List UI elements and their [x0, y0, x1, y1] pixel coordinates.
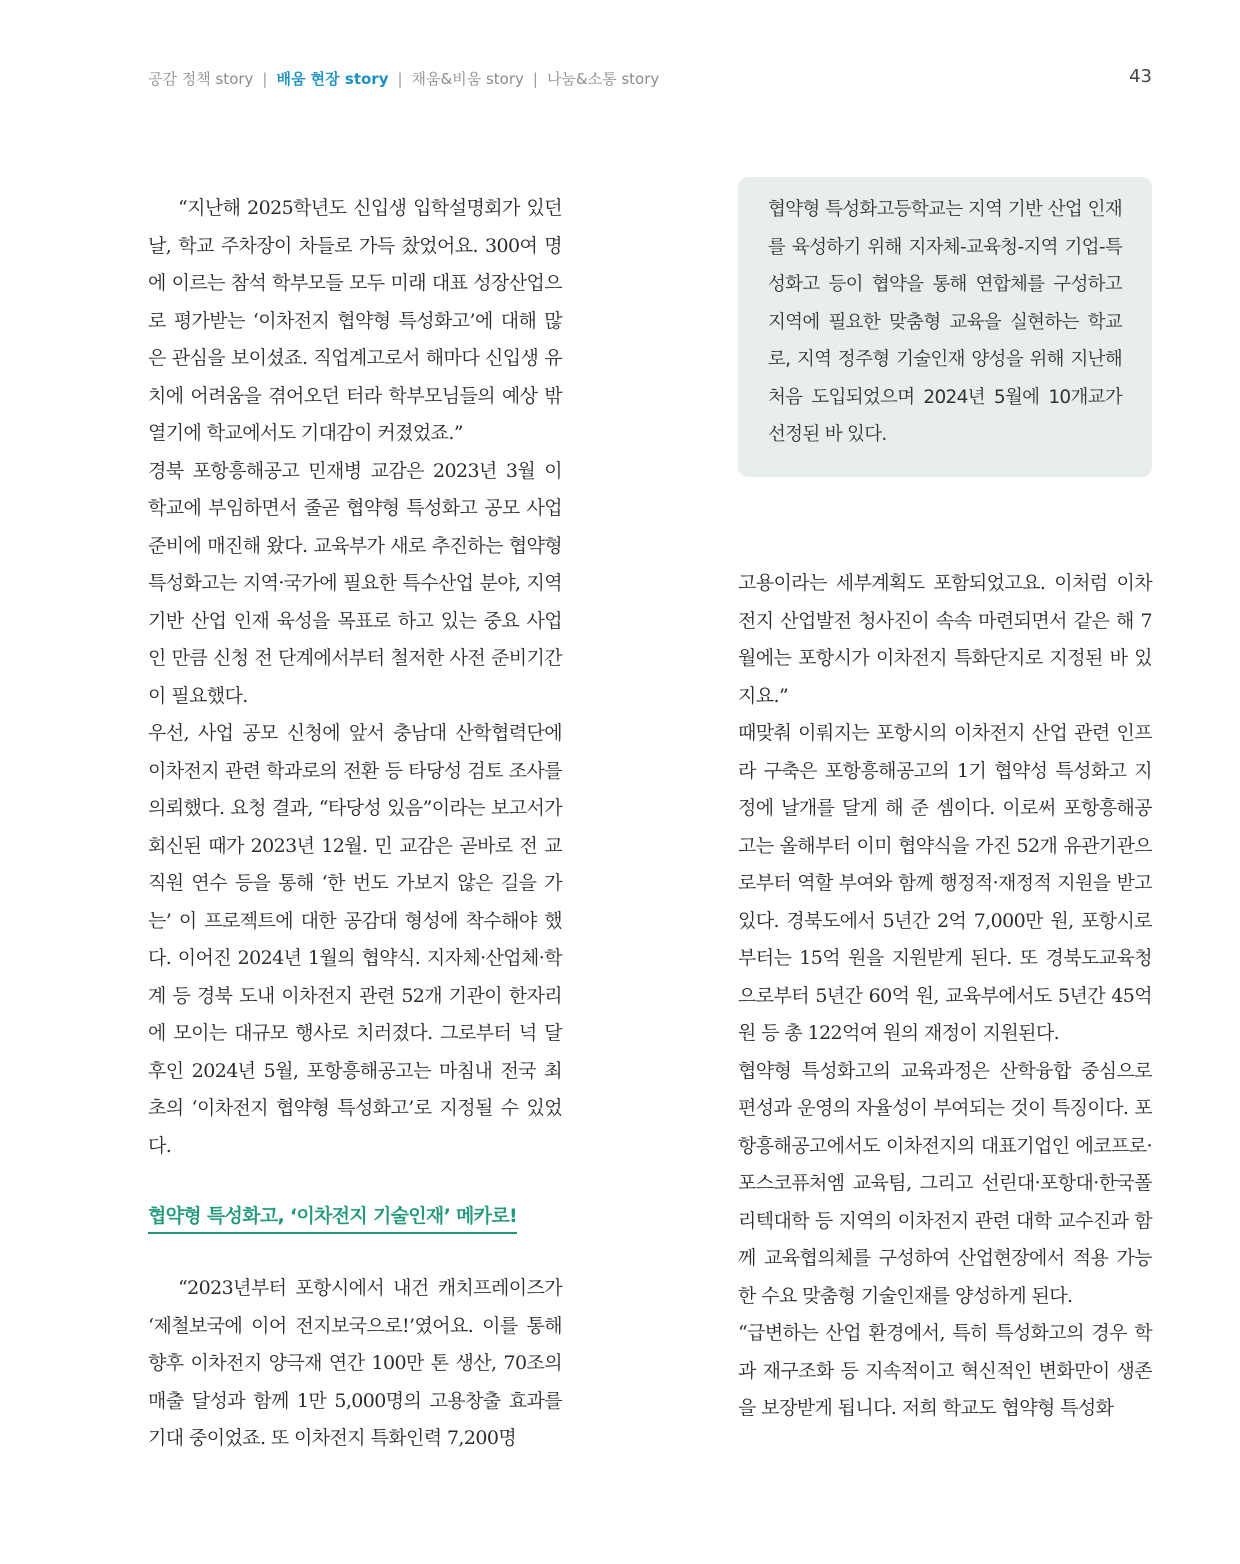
page-number: 43	[1129, 66, 1152, 87]
body-paragraph: 고용이라는 세부계획도 포함되었고요. 이처럼 이차전지 산업발전 청사진이 속속 마련되면서 같은 해 7월에는 포항시가 이차전지 특화단지로 지정된 바 있지요.”	[738, 572, 1152, 707]
callout-text: 협약형 특성화고등학교는 지역 기반 산업 인재를 육성하기 위해 지자체-교육청-지역 기업-특성화고 등이 협약을 통해 연합체를 구성하고 지역에 필요한 맞춤형 교육을 실현하는 학교로, 지역 정주형 기술인재 양성을 위해 지난해 처음 도입되었으며 2024년 5월에 10개교가 선정된 바 있다.	[768, 199, 1122, 445]
nav-separator: |	[532, 70, 538, 88]
body-paragraph: 우선, 사업 공모 신청에 앞서 충남대 산학협력단에 이차전지 관련 학과로의 전환 등 타당성 검토 조사를 의뢰했다. 요청 결과, “타당성 있음”이라는 보고서가 회신된 때가 2023년 12월. 민 교감은 곧바로 전 교직원 연수 등을 통해 ‘한 번도 가보지 않은 길을 가는’ 이 프로젝트에 대한 공감대 형성에 착수해야 했다. 이어진 2024년 1월의 협약식. 지자체·산업체·학계 등 경북 도내 이차전지 관련 52개 기관이 한자리에 모이는 대규모 행사로 치러졌다. 그로부터 넉 달 후인 2024년 5월, 포항흥해공고는 마침내 전국 최초의 ‘이차전지 협약형 특성화고’로 지정될 수 있었다.	[148, 722, 562, 1157]
quote-paragraph: “지난해 2025학년도 신입생 입학설명회가 있던 날, 학교 주차장이 차들로 가득 찼었어요. 300여 명에 이르는 참석 학부모들 모두 미래 대표 성장산업으로 평가받는 ‘이차전지 협약형 특성화고’에 대해 많은 관심을 보이셨죠. 직업계고로서 해마다 신입생 유치에 어려움을 겪어오던 터라 학부모님들의 예상 밖 열기에 학교에서도 기대감이 커졌었죠.”	[148, 197, 562, 444]
nav-item-field[interactable]: 배움 현장 story	[276, 70, 389, 88]
right-column	[738, 565, 1152, 1428]
left-column	[148, 190, 562, 1458]
nav-item-fill[interactable]: 채움&비움 story	[411, 70, 524, 88]
page-header	[148, 64, 1152, 94]
nav-item-policy[interactable]: 공감 정책 story	[148, 70, 254, 88]
body-paragraph: 때맞춰 이뤄지는 포항시의 이차전지 산업 관련 인프라 구축은 포항흥해공고의 1기 협약성 특성화고 지정에 날개를 달게 해 준 셈이다. 이로써 포항흥해공고는 올해부터 이미 협약식을 가진 52개 유관기관으로부터 역할 부여와 함께 행정적·재정적 지원을 받고 있다. 경북도에서 5년간 2억 7,000만 원, 포항시로부터는 15억 원을 지원받게 된다. 또 경북도교육청으로부터 5년간 60억 원, 교육부에서도 5년간 45억 원 등 총 122억여 원의 재정이 지원된다.	[738, 722, 1152, 1044]
body-paragraph: 협약형 특성화고의 교육과정은 산학융합 중심으로 편성과 운영의 자율성이 부여되는 것이 특징이다. 포항흥해공고에서도 이차전지의 대표기업인 에코프로·포스코퓨처엠 교육팀, 그리고 선린대·포항대·한국폴리텍대학 등 지역의 이차전지 관련 대학 교수진과 함께 교육협의체를 구성하여 산업현장에서 적용 가능한 수요 맞춤형 기술인재를 양성하게 된다.	[738, 1059, 1152, 1307]
nav-separator: |	[397, 70, 403, 88]
nav-item-share[interactable]: 나눔&소통 story	[546, 70, 660, 88]
info-callout-box	[738, 177, 1152, 477]
quote-paragraph: “2023년부터 포항시에서 내건 캐치프레이즈가 ‘제철보국에 이어 전지보국으로!’였어요. 이를 통해 향후 이차전지 양극재 연간 100만 톤 생산, 70조의 매출 달성과 함께 1만 5,000명의 고용창출 효과를 기대 중이었죠. 또 이차전지 특화인력 7,200명	[148, 1277, 562, 1449]
body-paragraph: 경북 포항흥해공고 민재병 교감은 2023년 3월 이 학교에 부임하면서 줄곧 협약형 특성화고 공모 사업 준비에 매진해 왔다. 교육부가 새로 추진하는 협약형 특성화고는 지역·국가에 필요한 특수산업 분야, 지역 기반 산업 인재 육성을 목표로 하고 있는 중요 사업인 만큼 신청 전 단계에서부터 철저한 사전 준비기간이 필요했다.	[148, 459, 562, 707]
quote-paragraph: “급변하는 산업 환경에서, 특히 특성화고의 경우 학과 재구조화 등 지속적이고 혁신적인 변화만이 생존을 보장받게 됩니다. 저희 학교도 협약형 특성화	[738, 1322, 1152, 1419]
section-heading: 협약형 특성화고, ‘이차전지 기술인재’ 메카로!	[148, 1201, 517, 1234]
section-heading-wrap	[148, 1201, 562, 1234]
nav-separator: |	[262, 70, 268, 88]
section-nav	[148, 68, 659, 89]
